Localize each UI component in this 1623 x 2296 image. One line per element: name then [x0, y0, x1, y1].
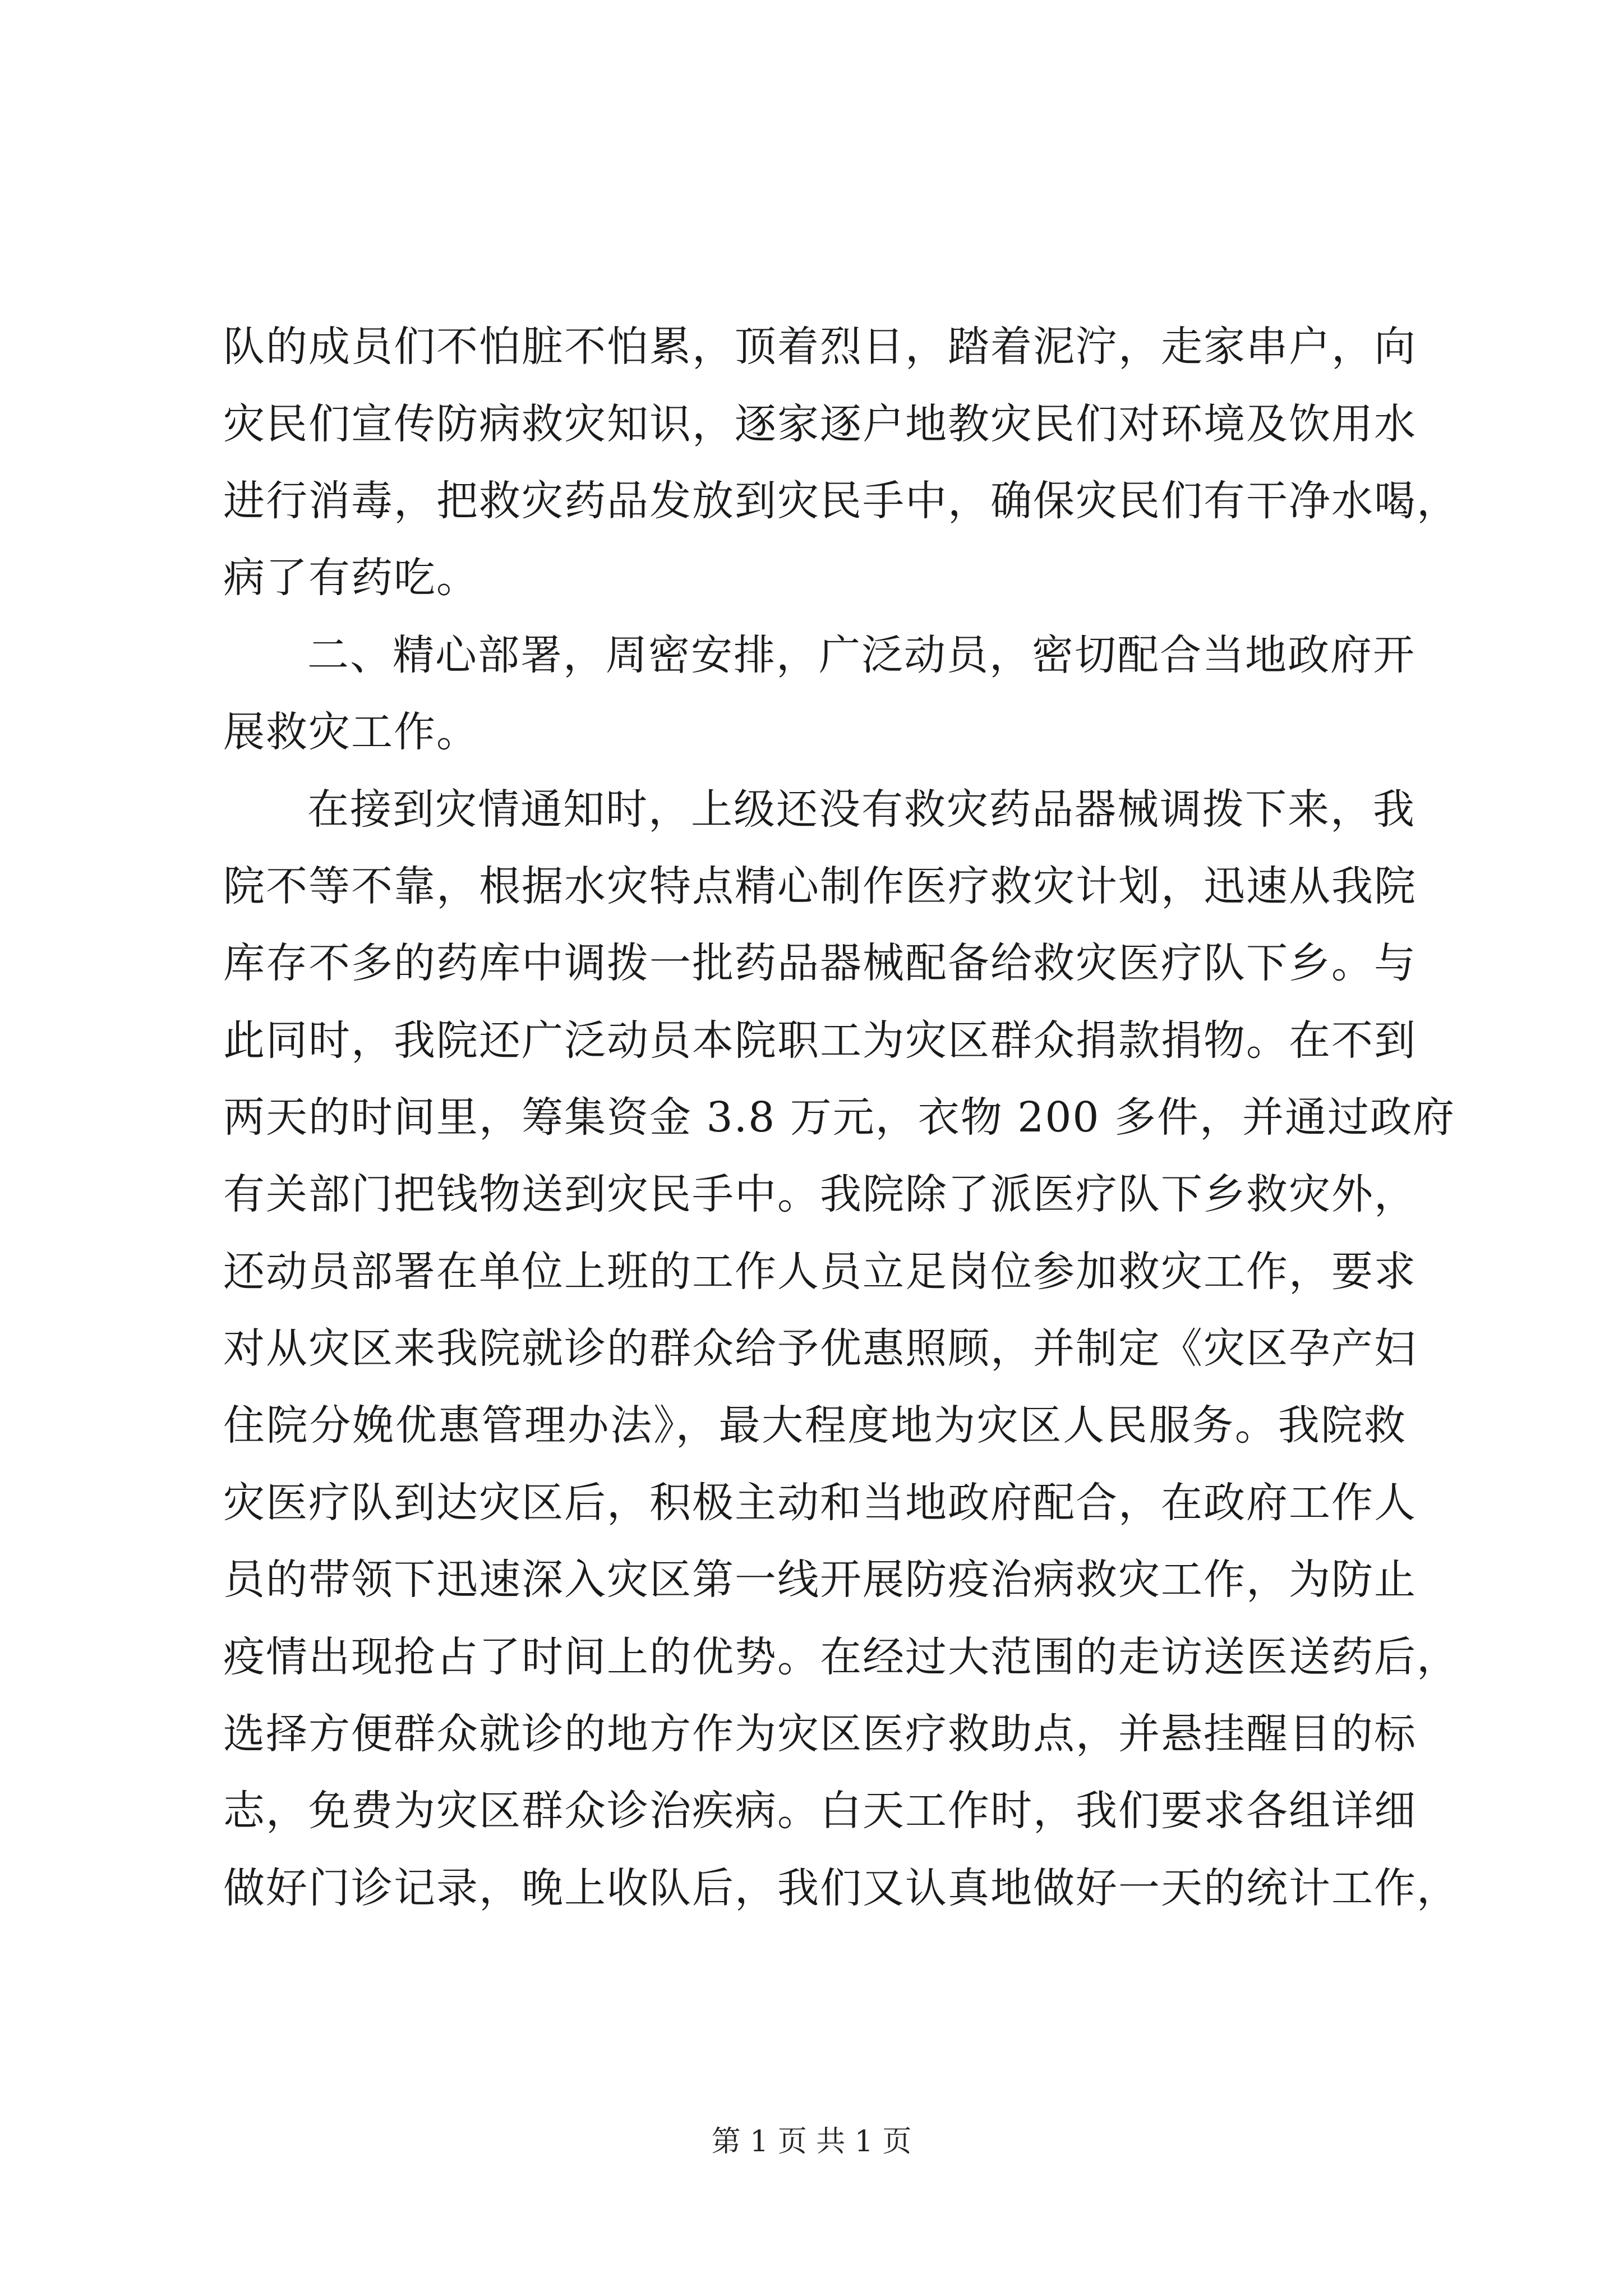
body-text-line: 在接到灾情通知时，上级还没有救灾药品器械调拨下来，我 [307, 785, 1415, 834]
body-text-line: 库存不多的药库中调拨一批药品器械配备给救灾医疗队下乡。与 [223, 939, 1417, 987]
body-text-line: 住院分娩优惠管理办法》，最大程度地为灾区人民服务。我院救 [223, 1401, 1407, 1450]
body-text-line: 灾医疗队到达灾区后，积极主动和当地政府配合，在政府工作人 [223, 1479, 1417, 1527]
body-text-line: 有关部门把钱物送到灾民手中。我院除了派医疗队下乡救灾外， [223, 1170, 1417, 1218]
page-footer: 第 1 页 共 1 页 [711, 2125, 912, 2159]
body-text-line: 两天的时间里，筹集资金 3.8 万元，衣物 200 多件，并通过政府 [223, 1093, 1456, 1142]
body-text-line: 做好门诊记录，晚上收队后，我们又认真地做好一天的统计工作， [223, 1864, 1459, 1912]
body-text-line: 选择方便群众就诊的地方作为灾区医疗救助点，并悬挂醒目的标 [223, 1710, 1417, 1758]
body-text-line: 院不等不靠，根据水灾特点精心制作医疗救灾计划，迅速从我院 [223, 862, 1417, 910]
body-text-line: 对从灾区来我院就诊的群众给予优惠照顾，并制定《灾区孕产妇 [223, 1324, 1417, 1373]
body-text-line: 还动员部署在单位上班的工作人员立足岗位参加救灾工作，要求 [223, 1248, 1417, 1296]
body-text-line: 病了有药吃。 [223, 554, 479, 602]
body-text-line: 进行消毒，把救灾药品发放到灾民手中，确保灾民们有干净水喝， [223, 477, 1459, 525]
body-text-line: 队的成员们不怕脏不怕累，顶着烈日，踏着泥泞，走家串户，向 [223, 323, 1417, 371]
section-heading-line: 二、精心部署，周密安排，广泛动员，密切配合当地政府开 [307, 631, 1415, 679]
body-text-line: 志，免费为灾区群众诊治疾病。白天工作时，我们要求各组详细 [223, 1787, 1417, 1835]
body-text-line: 员的带领下迅速深入灾区第一线开展防疫治病救灾工作，为防止 [223, 1556, 1417, 1604]
body-text-line: 灾民们宣传防病救灾知识，逐家逐户地教灾民们对环境及饮用水 [223, 400, 1417, 448]
body-text-line: 此同时，我院还广泛动员本院职工为灾区群众捐款捐物。在不到 [223, 1016, 1417, 1065]
body-text-line: 疫情出现抢占了时间上的优势。在经过大范围的走访送医送药后， [223, 1633, 1459, 1681]
section-heading-line: 展救灾工作。 [223, 708, 479, 756]
